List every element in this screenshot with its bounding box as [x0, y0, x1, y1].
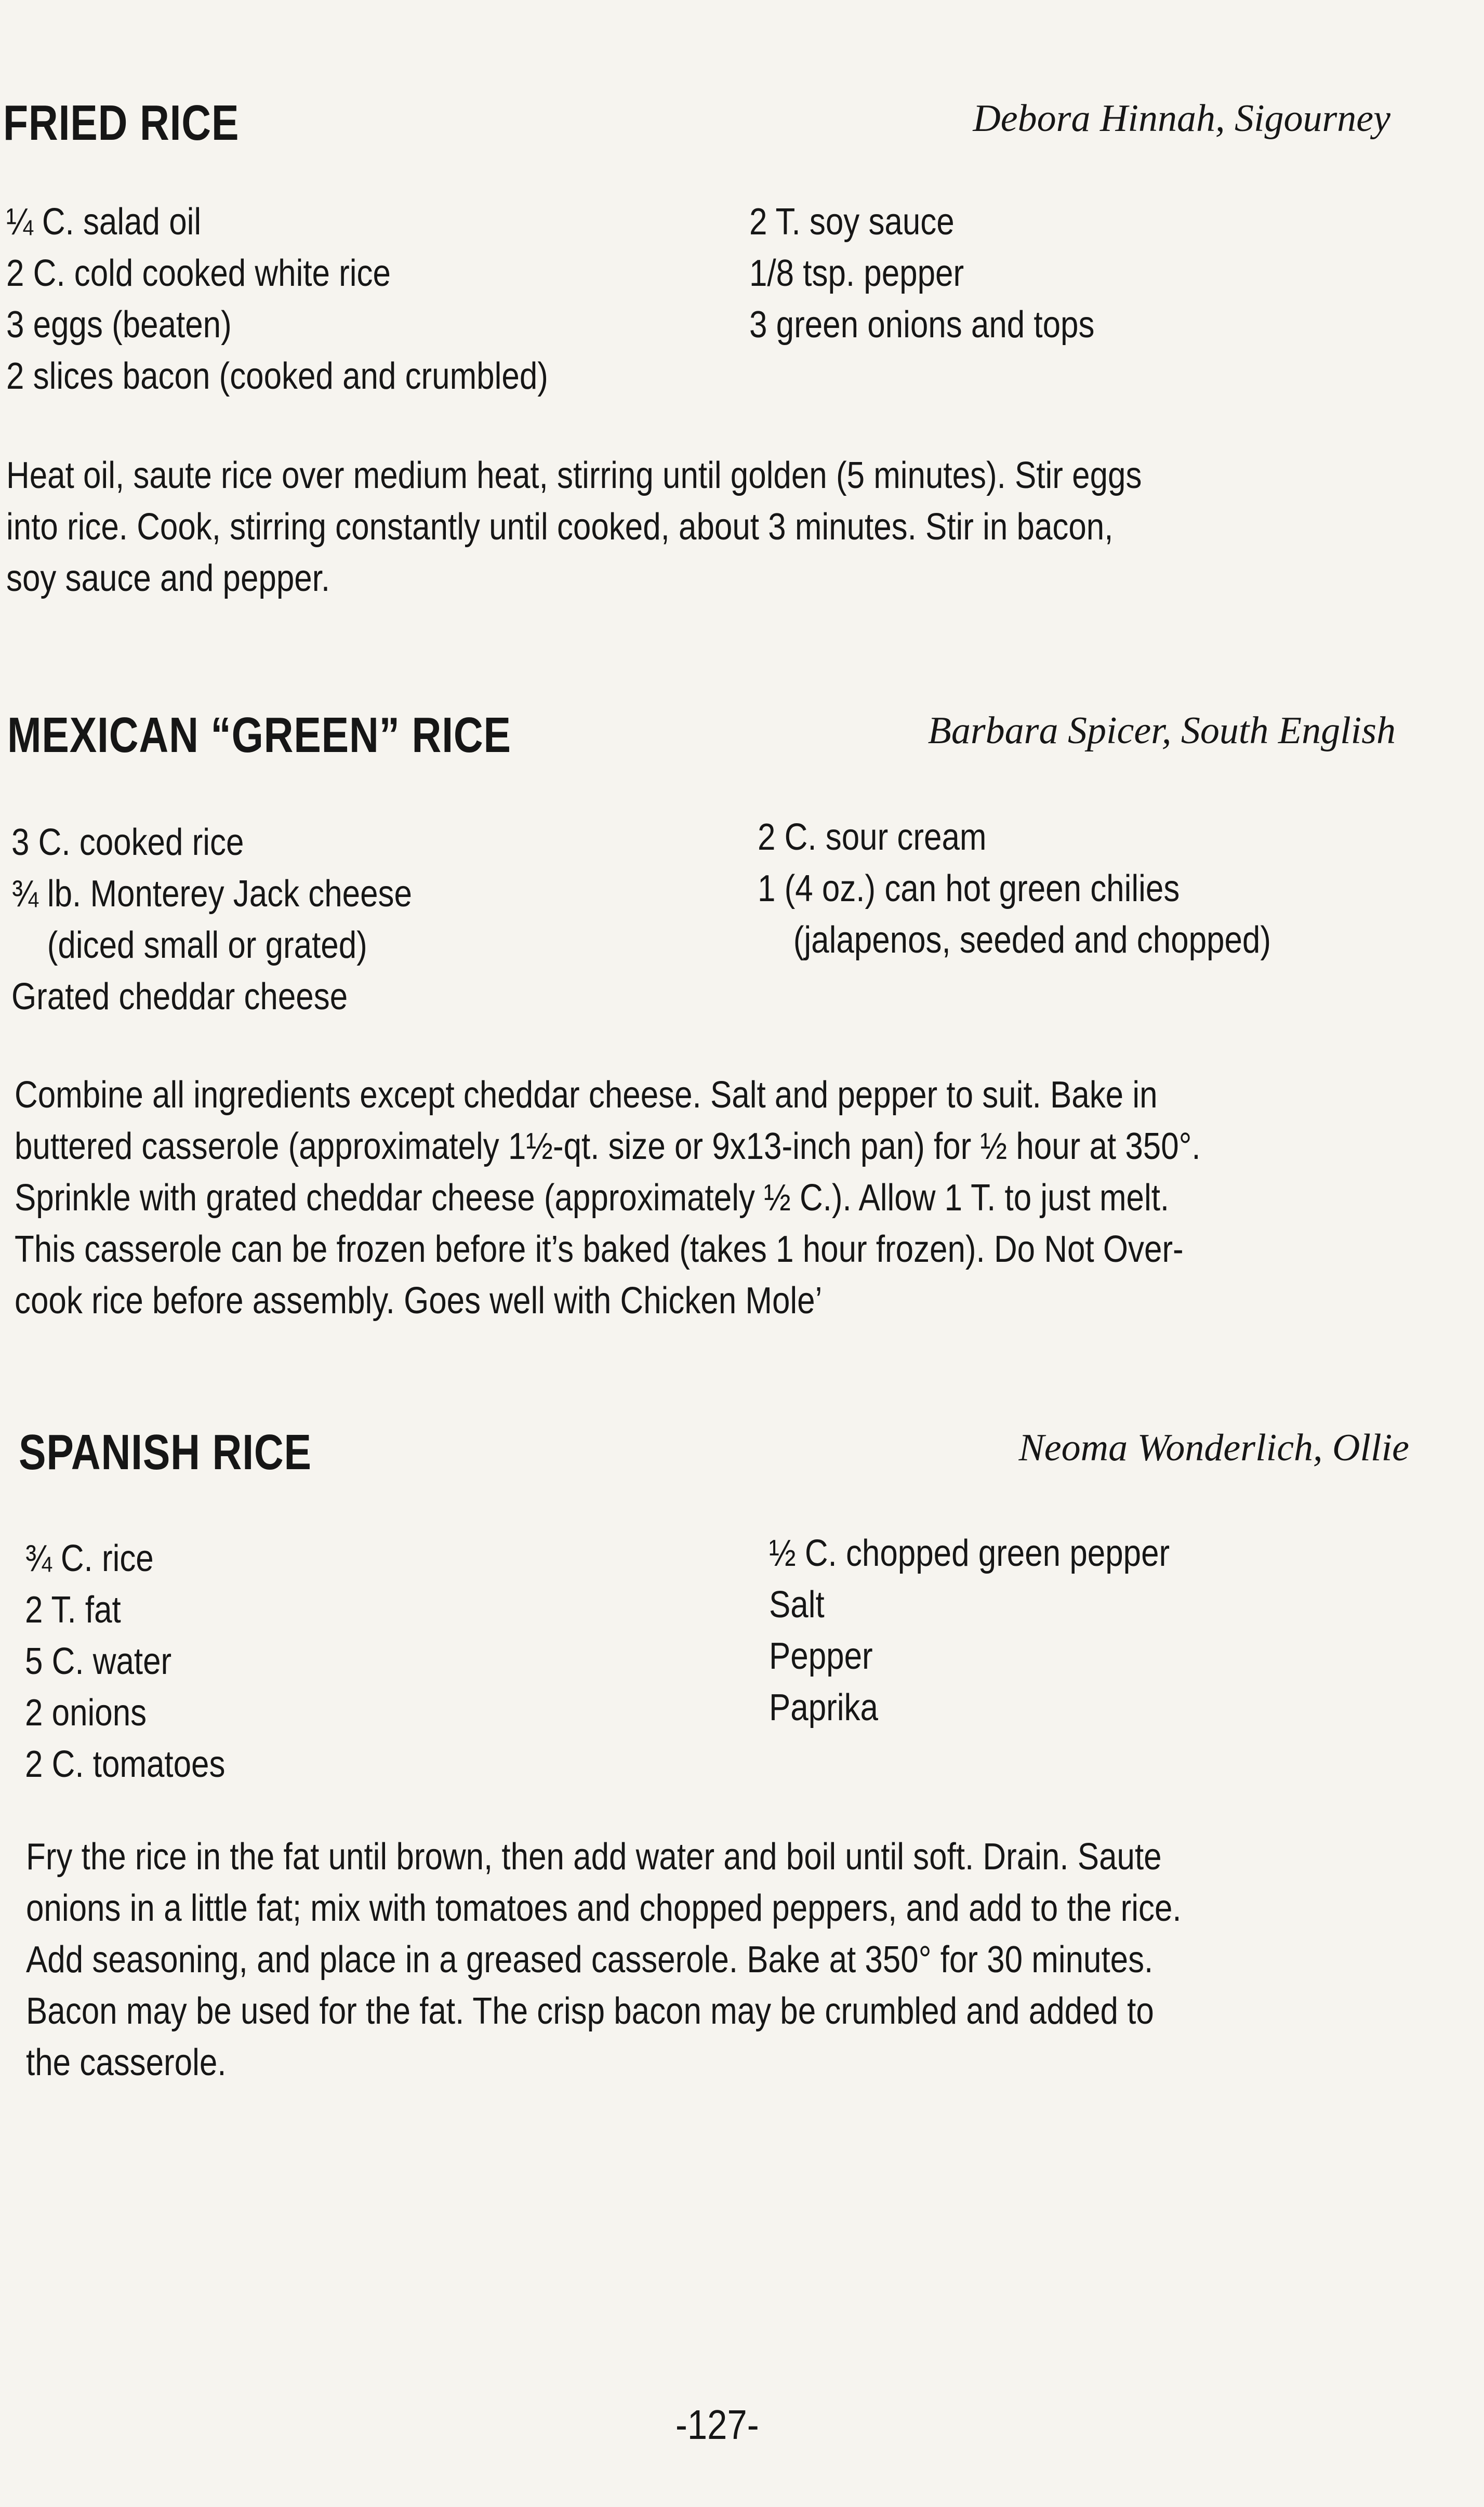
ingredient: 2 C. tomatoes: [25, 1744, 226, 1785]
directions-line: buttered casserole (approximately 1½-qt. size or 9x13-inch pan) for ½ hour at 350°.: [15, 1126, 1201, 1167]
directions-line: cook rice before assembly. Goes well with Chicken Mole’: [15, 1280, 823, 1322]
ingredient: 2 onions: [25, 1692, 147, 1734]
directions-line: Bacon may be used for the fat. The crisp bacon may be crumbled and added to: [26, 1990, 1154, 2032]
ingredient: 1/8 tsp. pepper: [749, 253, 964, 294]
directions-line: Sprinkle with grated cheddar cheese (approximately ½ C.). Allow 1 T. to just melt.: [15, 1177, 1170, 1219]
directions-line: This casserole can be frozen before it’s baked (takes 1 hour frozen). Do Not Over-: [15, 1229, 1184, 1270]
recipe-author: Debora Hinnah, Sigourney: [973, 97, 1390, 140]
ingredient: 2 slices bacon (cooked and crumbled): [6, 355, 548, 397]
directions-line: soy sauce and pepper.: [6, 558, 330, 599]
ingredients-left: [6, 196, 548, 402]
ingredients-left: [11, 817, 412, 1023]
ingredient: ½ C. chopped green pepper: [769, 1533, 1170, 1574]
ingredient: 3 eggs (beaten): [6, 304, 232, 346]
ingredient: (jalapenos, seeded and chopped): [793, 919, 1271, 961]
recipe-directions: [26, 1831, 1182, 2089]
ingredients-right: [758, 812, 1271, 966]
ingredient: Pepper: [769, 1635, 873, 1677]
directions-line: Add seasoning, and place in a greased casserole. Bake at 350° for 30 minutes.: [26, 1939, 1154, 1981]
ingredient: 5 C. water: [25, 1641, 172, 1682]
ingredient: 3 C. cooked rice: [11, 822, 244, 863]
ingredient: (diced small or grated): [47, 925, 367, 966]
recipe-directions: [6, 450, 1142, 604]
ingredient: 2 C. cold cooked white rice: [6, 253, 391, 294]
recipe-author: Neoma Wonderlich, Ollie: [1018, 1427, 1409, 1469]
ingredient: Grated cheddar cheese: [11, 976, 348, 1018]
recipe-title: FRIED RICE: [3, 95, 240, 151]
ingredients-right: [749, 196, 1094, 351]
ingredient: 3 green onions and tops: [749, 304, 1095, 346]
directions-line: Heat oil, saute rice over medium heat, stirring until golden (5 minutes). Stir eggs: [6, 455, 1142, 496]
ingredient: ¾ C. rice: [25, 1538, 154, 1579]
recipe-title: MEXICAN “GREEN” RICE: [7, 707, 511, 763]
directions-line: Combine all ingredients except cheddar cheese. Salt and pepper to suit. Bake in: [15, 1074, 1158, 1116]
ingredient: ¼ C. salad oil: [6, 201, 202, 243]
recipe-directions: [15, 1070, 1201, 1327]
directions-line: into rice. Cook, stirring constantly until cooked, about 3 minutes. Stir in bacon,: [6, 506, 1114, 548]
recipe-title: SPANISH RICE: [19, 1424, 312, 1480]
ingredient: Salt: [769, 1584, 825, 1626]
directions-line: the casserole.: [26, 2042, 227, 2083]
ingredient: 1 (4 oz.) can hot green chilies: [758, 868, 1180, 909]
recipe-author: Barbara Spicer, South English: [928, 709, 1396, 752]
directions-line: onions in a little fat; mix with tomatoes and chopped peppers, and add to the rice.: [26, 1888, 1182, 1929]
ingredient: Paprika: [769, 1687, 878, 1728]
ingredients-left: [25, 1533, 225, 1790]
ingredients-right: [769, 1528, 1170, 1734]
page-number: -127-: [675, 2402, 759, 2448]
directions-line: Fry the rice in the fat until brown, then add water and boil until soft. Drain. Saute: [26, 1836, 1162, 1878]
ingredient: 2 T. fat: [25, 1589, 121, 1631]
ingredient: 2 T. soy sauce: [749, 201, 955, 243]
ingredient: ¾ lb. Monterey Jack cheese: [11, 873, 412, 915]
ingredient: 2 C. sour cream: [758, 816, 987, 858]
